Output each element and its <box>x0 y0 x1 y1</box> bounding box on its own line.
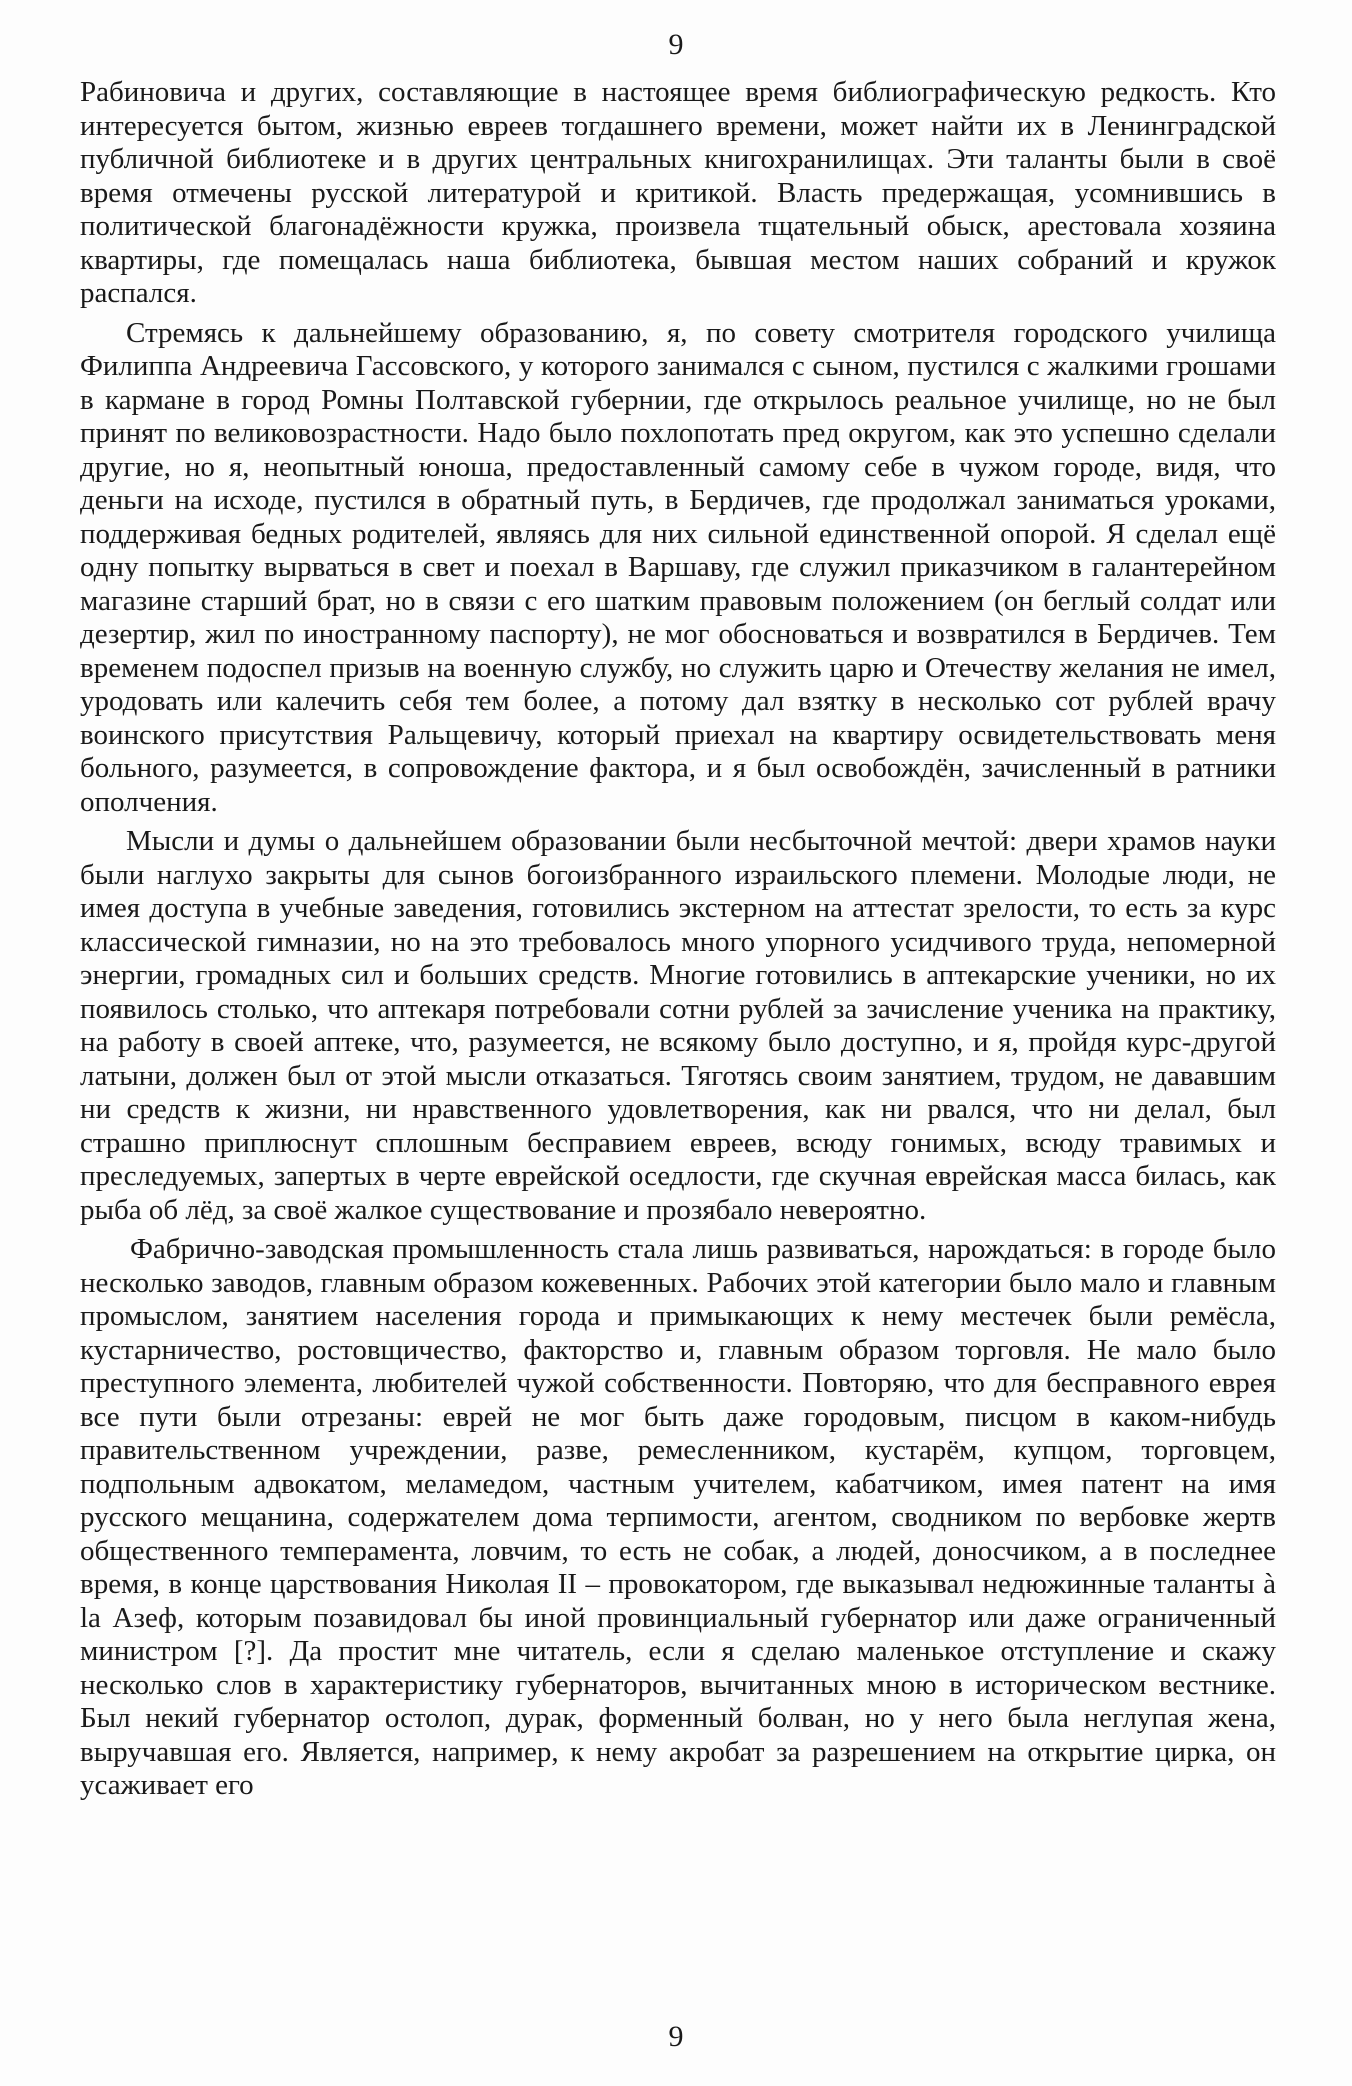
paragraph-4: Фабрично-заводская промышленность стала лишь развиваться, нарождаться: в городе было несколько заводов, главным образом кожевенных. Рабочих этой категории было мало и главным промыслом, занятием населения города и примыкающих к нему местечек были ремёсла, кустарничество, ростовщичество, факторство и, главным образом торговля. Не мало было преступного элемента, любителей чужой собственности. Повторяю, что для бесправного еврея все пути были отрезаны: еврей не мог быть даже городовым, писцом в каком-нибудь правительственном учреждении, разве, ремесленником, кустарём, купцом, торговцем, подпольным адвокатом, меламедом, частным учителем, кабатчиком, имея патент на имя русского мещанина, содержателем дома терпимости, агентом, сводником по вербовке жертв общественного темперамента, ловчим, то есть не собак, а людей, доносчиком, а в последнее время, в конце царствования Николая II – провокатором, где выказывал недюжинные таланты à la Азеф, которым позавидовал бы иной провинциальный губернатор или даже ограниченный министром [?]. Да простит мне читатель, если я сделаю маленькое отступление и скажу несколько слов в характеристику губернаторов, вычитанных мною в историческом вестнике. Был некий губернатор остолоп, дурак, форменный болван, но у него была неглупая жена, выручавшая его. Является, например, к нему акробат за разрешением на открытие цирка, он усаживает его <box>80 1233 1276 1801</box>
body-text <box>80 76 1276 1809</box>
paragraph-2: Стремясь к дальнейшему образованию, я, по совету смотрителя городского училища Филиппа Андреевича Гассовского, у которого занимался с сыном, пустился с жалкими грошами в кармане в город Ромны Полтавской губернии, где открылось реальное училище, но не был принят по великовозрастности. Надо было похлопотать пред округом, как это успешно сделали другие, но я, неопытный юноша, предоставленный самому себе в чужом городе, видя, что деньги на исходе, пустился в обратный путь, в Бердичев, где продолжал заниматься уроками, поддерживая бедных родителей, являясь для них сильной единственной опорой. Я сделал ещё одну попытку вырваться в свет и поехал в Варшаву, где служил приказчиком в галантерейном магазине старший брат, но в связи с его шатким правовым положением (он беглый солдат или дезертир, жил по иностранному паспорту), не мог обосноваться и возвратился в Бердичев. Тем временем подоспел призыв на военную службу, но служить царю и Отечеству желания не имел, уродовать или калечить себя тем более, а потому дал взятку в несколько сот рублей врачу воинского присутствия Ральщевичу, который приехал на квартиру освидетельствовать меня больного, разумеется, в сопровождение фактора, и я был освобождён, зачисленный в ратники ополчения. <box>80 316 1276 818</box>
paragraph-1: Рабиновича и других, составляющие в настоящее время библиографическую редкость. Кто интересуется бытом, жизнью евреев тогдашнего времени, может найти их в Ленинградской публичной библиотеке и в других центральных книгохранилищах. Эти таланты были в своё время отмечены русской литературой и критикой. Власть предержащая, усомнившись в политической благонадёжности кружка, произвела тщательный обыск, арестовала хозяина квартиры, где помещалась наша библиотека, бывшая местом наших собраний и кружок распался. <box>80 76 1276 309</box>
page-number-bottom: 9 <box>668 2020 684 2053</box>
page-number-top: 9 <box>668 28 684 61</box>
paragraph-3: Мысли и думы о дальнейшем образовании были несбыточной мечтой: двери храмов науки были наглухо закрыты для сынов богоизбранного израильского племени. Молодые люди, не имея доступа в учебные заведения, готовились экстерном на аттестат зрелости, то есть за курс классической гимназии, но на это требовалось много упорного усидчивого труда, непомерной энергии, громадных сил и больших средств. Многие готовились в аптекарские ученики, но их появилось столько, что аптекаря потребовали сотни рублей за зачисление ученика на практику, на работу в своей аптеке, что, разумеется, не всякому было доступно, и я, пройдя курс-другой латыни, должен был от этой мысли отказаться. Тяготясь своим занятием, трудом, не дававшим ни средств к жизни, ни нравственного удовлетворения, как ни рвался, что ни делал, был страшно приплюснут сплошным бесправием евреев, всюду гонимых, всюду травимых и преследуемых, запертых в черте еврейской оседлости, где скучная еврейская масса билась, как рыба об лёд, за своё жалкое существование и прозябало невероятно. <box>80 825 1276 1226</box>
